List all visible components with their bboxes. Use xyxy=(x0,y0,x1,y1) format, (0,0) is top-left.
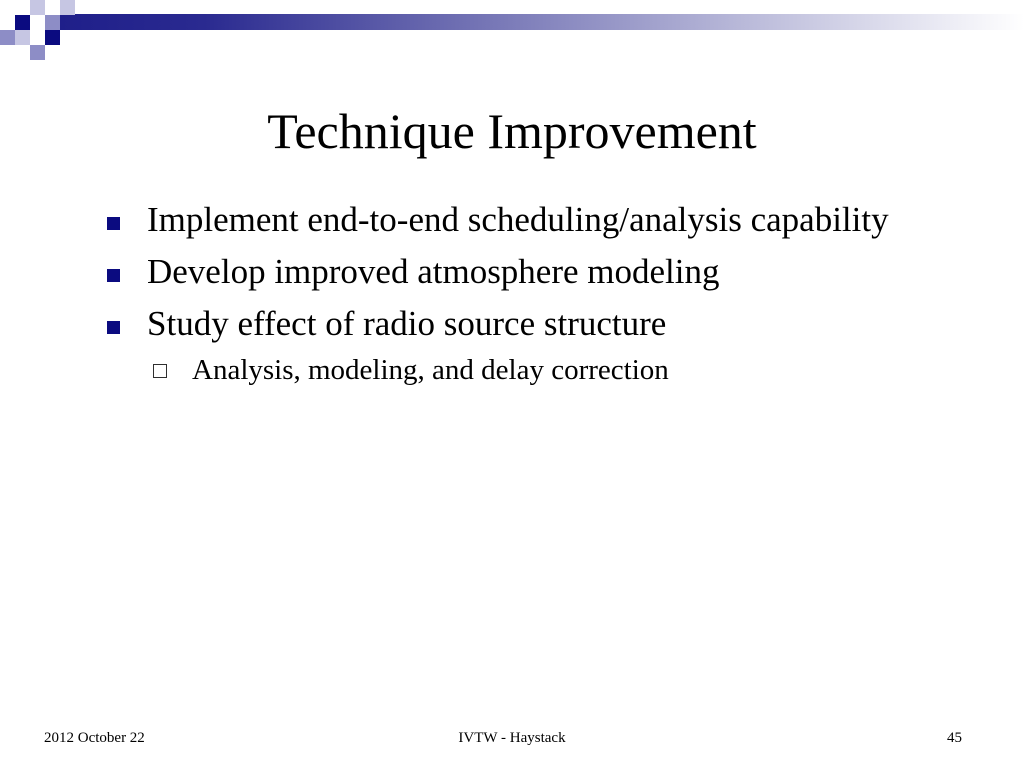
bullet-list xyxy=(104,198,924,390)
bullet-item xyxy=(104,302,924,346)
decor-square-icon xyxy=(0,30,15,45)
hollow-square-icon xyxy=(153,364,167,378)
decor-square-icon xyxy=(30,45,45,60)
bullet-item xyxy=(104,250,924,294)
decor-square-icon xyxy=(45,15,60,30)
footer-center-text: IVTW - Haystack xyxy=(458,730,566,746)
sub-bullet-item xyxy=(104,350,924,390)
decor-square-icon xyxy=(45,30,60,45)
slide-title: Technique Improvement xyxy=(267,103,757,159)
header-gradient-bar xyxy=(60,14,1024,30)
filled-square-icon xyxy=(107,217,120,230)
sub-bullet-text: Analysis, modeling, and delay correction xyxy=(192,354,669,386)
bullet-text: Study effect of radio source structure xyxy=(147,304,667,343)
page-number: 45 xyxy=(947,730,962,746)
bullet-text: Implement end-to-end scheduling/analysis capability xyxy=(147,200,889,239)
filled-square-icon xyxy=(107,321,120,334)
decor-square-icon xyxy=(15,15,30,30)
decor-square-icon xyxy=(15,30,30,45)
decor-square-icon xyxy=(60,0,75,15)
decor-square-icon xyxy=(30,0,45,15)
bullet-item xyxy=(104,198,924,242)
footer-date: 2012 October 22 xyxy=(44,730,145,746)
filled-square-icon xyxy=(107,269,120,282)
bullet-text: Develop improved atmosphere modeling xyxy=(147,252,720,291)
